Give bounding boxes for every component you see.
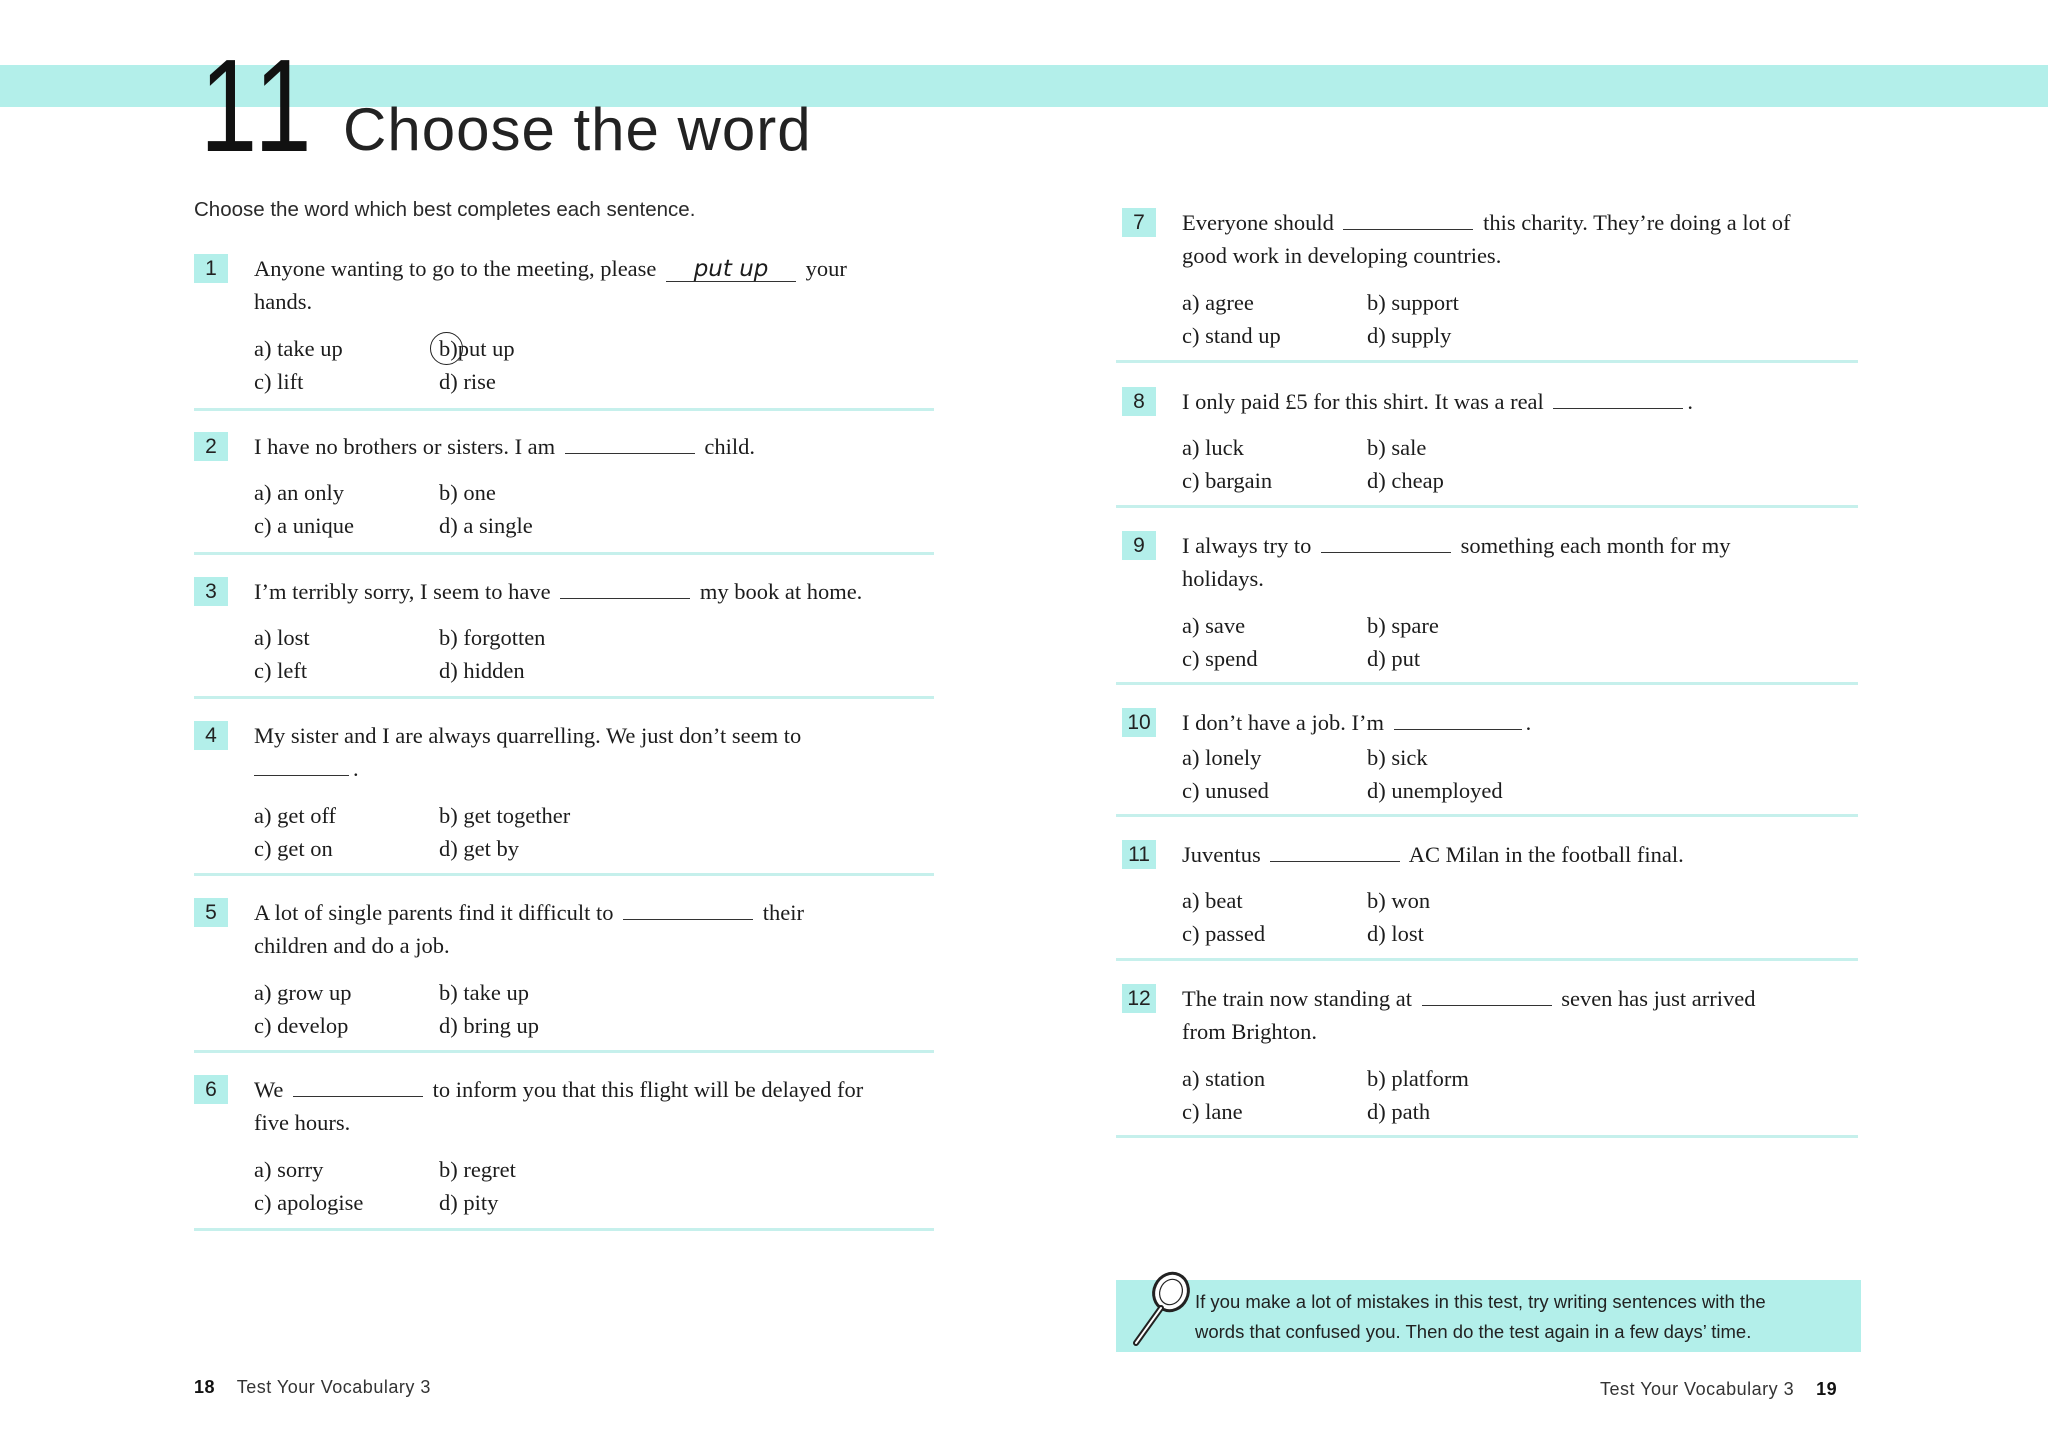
answer-blank[interactable]: [1321, 532, 1451, 553]
option-d[interactable]: d) a single: [439, 513, 533, 538]
option-d[interactable]: d) get by: [439, 836, 519, 861]
option-d[interactable]: d) cheap: [1367, 468, 1444, 493]
option-c[interactable]: c) left: [254, 658, 308, 683]
answer-blank[interactable]: [565, 433, 695, 454]
answer-blank[interactable]: [293, 1076, 423, 1097]
divider: [1116, 814, 1858, 817]
divider: [194, 873, 934, 876]
option-d[interactable]: d) pity: [439, 1190, 499, 1215]
option-a[interactable]: a) take up: [254, 336, 343, 361]
option-c[interactable]: c) unused: [1182, 778, 1269, 803]
page-number: 18: [194, 1377, 216, 1397]
option-a[interactable]: a) sorry: [254, 1157, 324, 1182]
option-d[interactable]: d) supply: [1367, 323, 1452, 348]
footer-left: [194, 1377, 431, 1398]
option-b[interactable]: b) regret: [439, 1157, 516, 1182]
answer-blank[interactable]: [1394, 709, 1522, 730]
option-b[interactable]: b) take up: [439, 980, 529, 1005]
option-d[interactable]: d) lost: [1367, 921, 1424, 946]
question-number: 11: [1122, 840, 1156, 869]
question-text: I don’t have a job. I’m .: [1182, 710, 1532, 735]
option-a[interactable]: a) an only: [254, 480, 344, 505]
divider: [1116, 1135, 1858, 1138]
option-a[interactable]: a) luck: [1182, 435, 1244, 460]
option-d[interactable]: d) rise: [439, 369, 496, 394]
tip-box: [1116, 1280, 1861, 1352]
answer-blank[interactable]: [560, 578, 690, 599]
question-number: 5: [194, 898, 228, 927]
question-number: 1: [194, 254, 228, 283]
option-a[interactable]: a) lonely: [1182, 745, 1262, 770]
question-number: 2: [194, 432, 228, 461]
option-b[interactable]: b) spare: [1367, 613, 1439, 638]
answer-blank[interactable]: [254, 755, 349, 776]
divider: [1116, 360, 1858, 363]
divider: [194, 552, 934, 555]
option-b[interactable]: b) platform: [1367, 1066, 1469, 1091]
question-number: 10: [1122, 708, 1156, 737]
question-text: My sister and I are always quarrelling. We just don’t seem to .: [254, 723, 802, 781]
answer-blank[interactable]: [1422, 985, 1552, 1006]
divider: [194, 1228, 934, 1231]
question-number: 12: [1122, 984, 1156, 1013]
page-number: 19: [1816, 1379, 1838, 1399]
tip-text: If you make a lot of mistakes in this test, try writing sentences with the words that confused you. Then do the test again in a few days’ time.: [1195, 1291, 1766, 1342]
question-number: 6: [194, 1075, 228, 1104]
option-c[interactable]: c) develop: [254, 1013, 349, 1038]
option-a[interactable]: a) grow up: [254, 980, 352, 1005]
question-text: A lot of single parents find it difficult to their children and do a job.: [254, 900, 805, 958]
option-c[interactable]: c) bargain: [1182, 468, 1273, 493]
option-c[interactable]: c) stand up: [1182, 323, 1281, 348]
divider: [194, 1050, 934, 1053]
option-d[interactable]: d) bring up: [439, 1013, 539, 1038]
unit-title: Choose the word: [343, 96, 812, 163]
divider: [194, 408, 934, 411]
option-b[interactable]: b)put up: [439, 332, 515, 365]
magnifying-glass-icon: [1126, 1268, 1196, 1353]
question-number: 4: [194, 721, 228, 750]
question-text: The train now standing at seven has just arrived from Brighton.: [1182, 986, 1756, 1044]
divider: [1116, 682, 1858, 685]
question-number: 9: [1122, 531, 1156, 560]
answer-blank[interactable]: [623, 899, 753, 920]
option-b[interactable]: b) forgotten: [439, 625, 546, 650]
divider: [1116, 958, 1858, 961]
option-c[interactable]: c) get on: [254, 836, 333, 861]
answer-circle: [430, 332, 463, 365]
answer-blank[interactable]: put up: [666, 259, 796, 282]
option-c[interactable]: c) spend: [1182, 646, 1258, 671]
option-c[interactable]: c) passed: [1182, 921, 1266, 946]
option-c[interactable]: c) apologise: [254, 1190, 364, 1215]
option-a[interactable]: a) get off: [254, 803, 337, 828]
option-c[interactable]: c) lift: [254, 369, 304, 394]
question-number: 8: [1122, 387, 1156, 416]
option-d[interactable]: d) unemployed: [1367, 778, 1503, 803]
unit-number: 11: [200, 32, 317, 179]
option-a[interactable]: a) beat: [1182, 888, 1243, 913]
question-text: We to inform you that this flight will be delayed for five hours.: [254, 1077, 864, 1135]
question-number: 7: [1122, 208, 1156, 237]
question-text: I’m terribly sorry, I seem to have my book at home.: [254, 579, 863, 604]
option-c[interactable]: c) a unique: [254, 513, 354, 538]
option-a[interactable]: a) save: [1182, 613, 1246, 638]
answer-blank[interactable]: [1553, 388, 1683, 409]
question-text: Anyone wanting to go to the meeting, please put up your hands.: [254, 256, 847, 314]
option-a[interactable]: a) lost: [254, 625, 310, 650]
option-b[interactable]: b) get together: [439, 803, 571, 828]
option-b[interactable]: b) won: [1367, 888, 1431, 913]
answer-blank[interactable]: [1270, 841, 1400, 862]
instructions: Choose the word which best completes each sentence.: [194, 198, 696, 221]
book-title: Test Your Vocabulary 3: [1600, 1379, 1795, 1399]
option-d[interactable]: d) hidden: [439, 658, 525, 683]
footer-right: [1600, 1379, 1837, 1400]
answer-blank[interactable]: [1343, 209, 1473, 230]
divider: [194, 696, 934, 699]
option-b[interactable]: b) support: [1367, 290, 1459, 315]
option-b[interactable]: b) one: [439, 480, 496, 505]
question-text: Everyone should this charity. They’re doing a lot of good work in developing countries.: [1182, 210, 1791, 268]
option-c[interactable]: c) lane: [1182, 1099, 1243, 1124]
question-text: I have no brothers or sisters. I am child.: [254, 434, 756, 459]
option-d[interactable]: d) path: [1367, 1099, 1431, 1124]
book-title: Test Your Vocabulary 3: [236, 1377, 431, 1397]
option-a[interactable]: a) agree: [1182, 290, 1254, 315]
question-number: 3: [194, 577, 228, 606]
option-b[interactable]: b) sale: [1367, 435, 1427, 460]
question-text: I only paid £5 for this shirt. It was a real .: [1182, 389, 1694, 414]
question-text: Juventus AC Milan in the football final.: [1182, 842, 1684, 867]
option-b[interactable]: b) sick: [1367, 745, 1428, 770]
option-d[interactable]: d) put: [1367, 646, 1421, 671]
question-text: I always try to something each month for my holidays.: [1182, 533, 1731, 591]
divider: [1116, 505, 1858, 508]
option-a[interactable]: a) station: [1182, 1066, 1266, 1091]
